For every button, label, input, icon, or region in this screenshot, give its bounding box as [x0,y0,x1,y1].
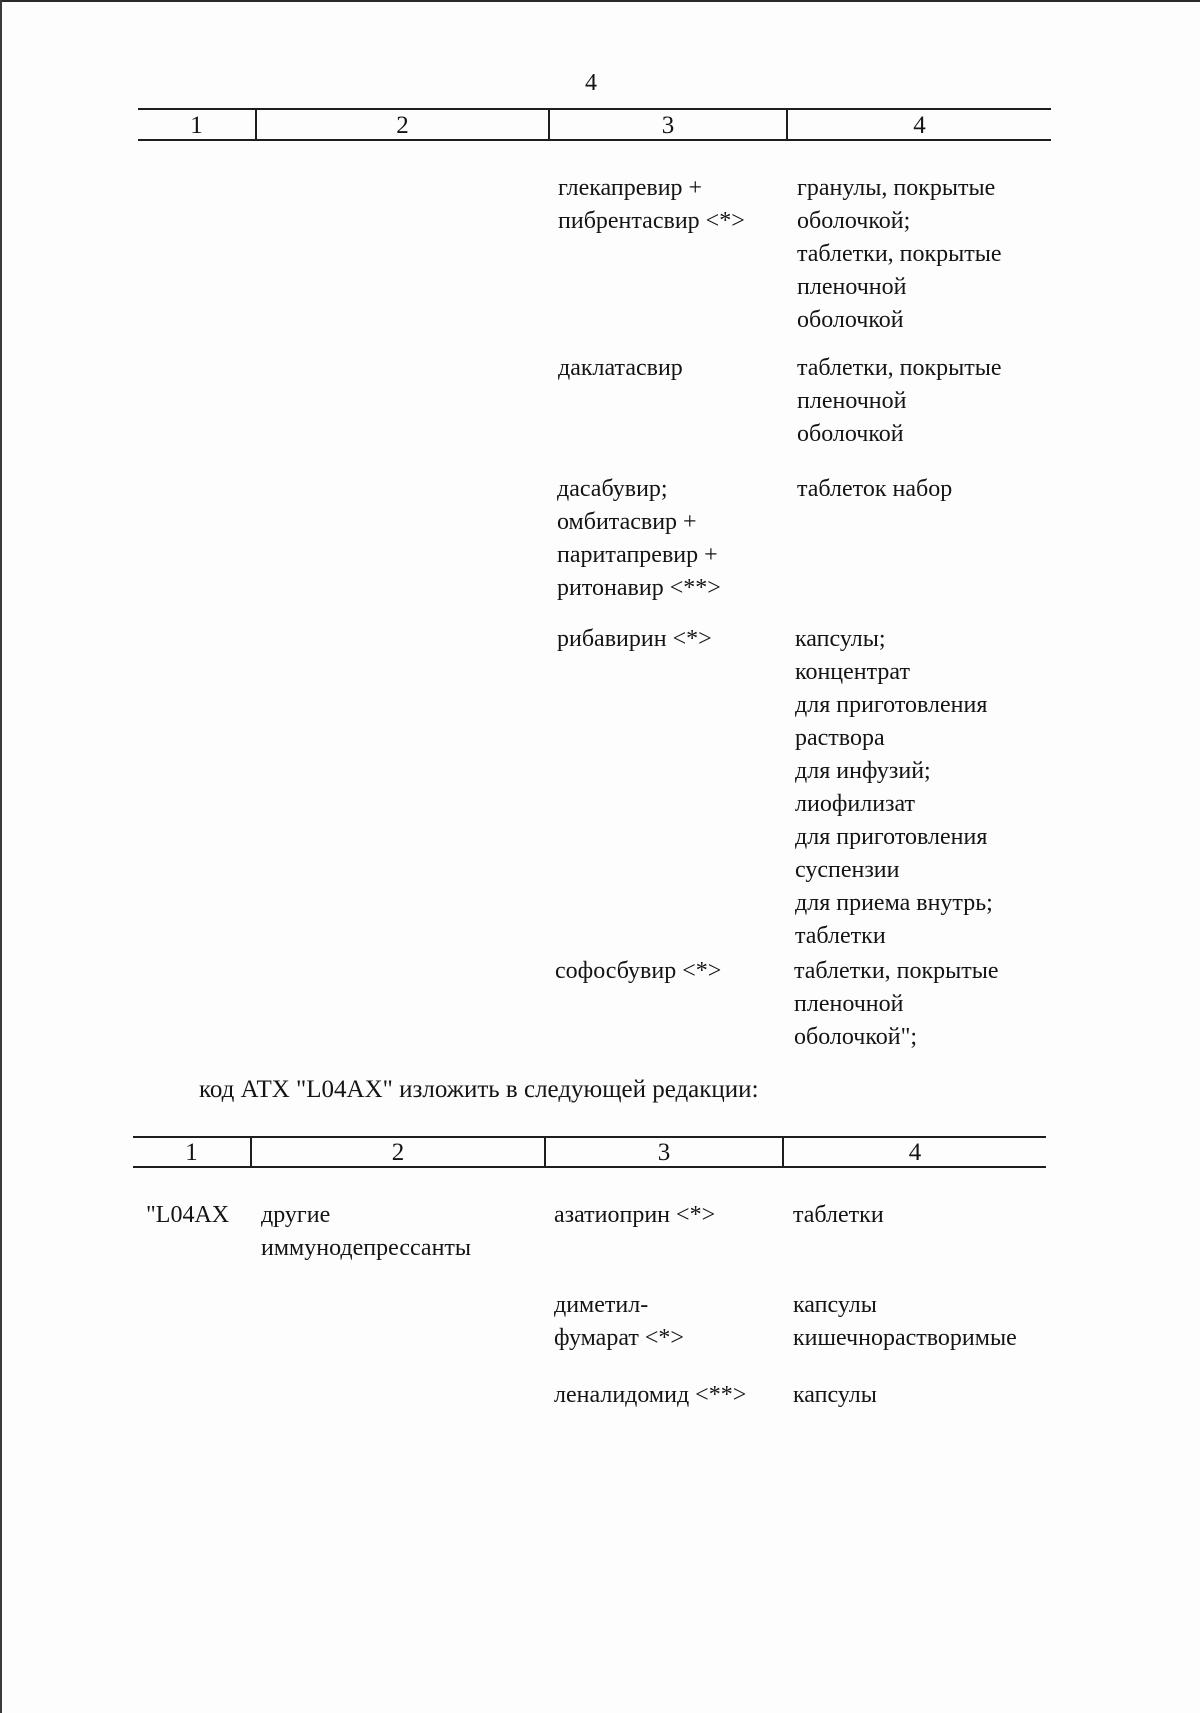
table1-row1-forms: гранулы, покрытые оболочкой; таблетки, покрытые пленочной оболочкой [797,175,1002,333]
table2-header-col2: 2 [391,1139,405,1166]
table1-row3-drug: дасабувир; омбитасвир + паритапревир + ритонавир <**> [557,476,721,601]
table2-header-col1: 1 [185,1139,198,1166]
table2-row3-forms: капсулы [793,1382,877,1408]
table1-row5-drug: софосбувир <*> [555,958,722,984]
page-number: 4 [585,70,597,96]
scan-top-edge [0,0,1200,2]
scan-left-edge [0,0,2,1713]
table1-row1-drug: глекапревир + пибрентасвир <*> [558,175,745,234]
table1-header-col2: 2 [396,112,409,139]
table1-row2-forms: таблетки, покрытые пленочной оболочкой [797,355,1002,447]
table1-header-col1: 1 [190,112,203,139]
table1-header-col3: 3 [661,112,675,139]
table1-row2-drug: даклатасвир [558,355,683,381]
table2-header-col4: 4 [908,1139,922,1166]
table1-row5-forms: таблетки, покрытые пленочной оболочкой"; [794,958,999,1050]
table2-header-col3: 3 [657,1139,671,1166]
table1-row3-forms: таблеток набор [797,476,953,502]
table1-row4-forms: капсулы; концентрат для приготовления раствора для инфузий; лиофилизат для приготовления суспензии для приема внутрь; таблетки [795,626,993,949]
table2-row1-forms: таблетки [793,1202,884,1228]
table2-row3-drug: леналидомид <**> [554,1382,747,1408]
table2-row2-forms: капсулы кишечнорастворимые [793,1292,1017,1351]
table1-header-col4: 4 [913,112,926,139]
table2-group-name: другие иммунодепрессанты [261,1202,472,1261]
table1-row4-drug: рибавирин <*> [557,626,712,652]
table2-atx-code: "L04AX [146,1202,230,1228]
table2-row2-drug: диметил- фумарат <*> [554,1292,684,1351]
instruction-text: код АТХ "L04AX" изложить в следующей редакции: [199,1076,759,1103]
table2-row1-drug: азатиоприн <*> [554,1202,716,1228]
